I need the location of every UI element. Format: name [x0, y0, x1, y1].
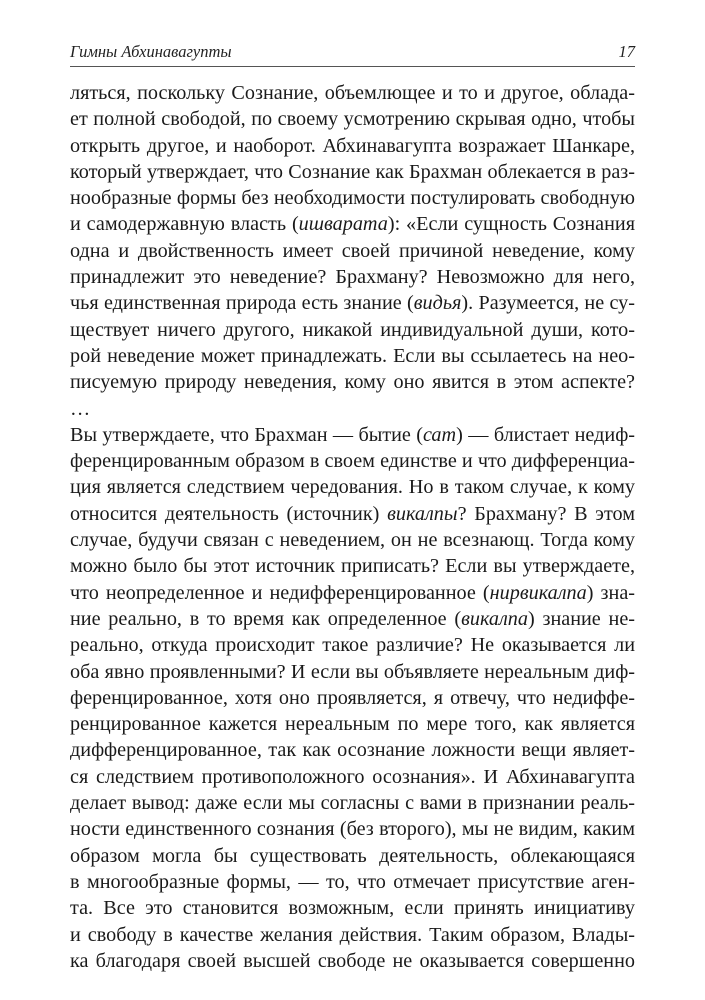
- text-run: дифференцированное, так как осознание ложности вещи являет-: [70, 739, 635, 762]
- header-rule: [70, 66, 635, 67]
- italic-term: викалпы: [387, 502, 458, 525]
- italic-term: викалпа: [461, 607, 528, 630]
- italic-term: ишварата: [298, 213, 388, 236]
- text-line: [70, 580, 635, 606]
- text-run: ? Брахману? В этом: [457, 502, 635, 525]
- running-header: [70, 42, 635, 66]
- text-line: [70, 290, 635, 316]
- text-run: случае, будучи связан с неведением, он не всезнающ. Тогда кому: [70, 529, 635, 552]
- text-line: [70, 816, 635, 842]
- text-run: ) — блистает недиф-: [456, 423, 635, 446]
- text-run: ние реально, в то время как определенное (: [70, 607, 462, 630]
- text-line: [70, 133, 635, 159]
- text-run: относится деятельность (источник): [70, 502, 388, 525]
- text-line: [70, 632, 635, 658]
- text-run: нообразные формы без необходимости постулировать свободную: [70, 187, 635, 210]
- text-line: [70, 448, 635, 474]
- text-line: [70, 527, 635, 553]
- text-line: [70, 606, 635, 632]
- text-run: та. Все это становится возможным, если принять инициативу: [70, 897, 635, 920]
- text-run: ка благодаря своей высшей свободе не оказывается совершенно: [70, 949, 635, 972]
- text-run: что неопределенное и недифференцированное (: [70, 581, 490, 604]
- text-run: принадлежит это неведение? Брахману? Невозможно для него,: [70, 266, 635, 289]
- text-line: [70, 474, 635, 500]
- italic-term: сат: [423, 423, 457, 446]
- text-run: ся следствием противоположного осознания». И Абхинавагупта: [70, 765, 635, 788]
- text-run: ция является следствием чередования. Но в таком случае, к кому: [70, 476, 635, 499]
- italic-term: нирвикалпа: [489, 581, 587, 604]
- text-run: который утверждает, что Сознание как Брахман облекается в раз-: [70, 160, 635, 183]
- text-line: [70, 211, 635, 237]
- text-run: ляться, поскольку Сознание, объемлющее и то и другое, облада-: [70, 82, 635, 104]
- text-line: [70, 264, 635, 290]
- text-run: ). Разумеется, не су-: [461, 292, 636, 315]
- text-run: и свободу в качестве желания действия. Таким образом, Влады-: [70, 923, 635, 946]
- text-run: и самодержавную власть (: [70, 213, 299, 236]
- text-line: [70, 238, 635, 264]
- text-run: ) знание не-: [528, 607, 635, 630]
- text-run: ществует ничего другого, никакой индивидуальной души, кото-: [70, 318, 635, 341]
- text-run: ): «Если сущность Сознания: [387, 213, 635, 236]
- text-line: [70, 869, 635, 895]
- text-line: [70, 369, 635, 422]
- text-run: одна и двойственность имеет своей причиной неведение, кому: [70, 239, 635, 262]
- text-line: [70, 159, 635, 185]
- text-run: Вы утверждаете, что Брахман — бытие (: [70, 423, 423, 446]
- text-run: ет полной свободой, по своему усмотрению скрывая одно, чтобы: [70, 108, 635, 131]
- text-line: [70, 501, 635, 527]
- text-run: реально, откуда происходит такое различие? Не оказывается ли: [70, 634, 635, 657]
- text-line: [70, 948, 635, 974]
- text-run: писуемую природу неведения, кому оно явится в этом аспекте? …: [70, 371, 635, 420]
- text-line: [70, 422, 635, 448]
- text-line: [70, 843, 635, 869]
- text-line: [70, 764, 635, 790]
- text-run: ференцированное, хотя оно проявляется, я отвечу, что недиффе-: [70, 686, 635, 709]
- text-line: [70, 553, 635, 579]
- text-run: можно было бы этот источник приписать? Если вы утверждаете,: [70, 555, 635, 578]
- text-line: [70, 737, 635, 763]
- text-line: [70, 895, 635, 921]
- text-run: ференцированным образом в своем единстве и что дифференциа-: [70, 450, 635, 473]
- text-run: ) зна-: [586, 581, 635, 604]
- text-line: [70, 343, 635, 369]
- text-line: [70, 711, 635, 737]
- text-run: оба явно проявленными? И если вы объявляете нереальным диф-: [70, 660, 635, 683]
- text-run: образом могла бы существовать деятельность, облекающаяся: [70, 844, 635, 867]
- italic-term: видья: [413, 292, 462, 315]
- text-run: ренцированное кажется нереальным по мере того, как является: [70, 713, 635, 736]
- body-paragraph: [70, 80, 635, 974]
- text-line: [70, 790, 635, 816]
- text-line: [70, 922, 635, 948]
- running-title: Гимны Абхинавагупты: [70, 42, 232, 61]
- text-run: ности единственного сознания (без второго), мы не видим, каким: [70, 818, 635, 841]
- text-line: [70, 317, 635, 343]
- text-line: [70, 80, 635, 106]
- text-run: делает вывод: даже если мы согласны с вами в признании реаль-: [70, 792, 635, 815]
- text-run: рой неведение может принадлежать. Если вы ссылаетесь на нео-: [70, 344, 635, 367]
- text-run: открыть другое, и наоборот. Абхинавагупта возражает Шанкаре,: [70, 134, 635, 157]
- text-run: чья единственная природа есть знание (: [70, 292, 414, 315]
- text-line: [70, 685, 635, 711]
- text-line: [70, 185, 635, 211]
- page-number: 17: [618, 42, 635, 61]
- text-run: в многообразные формы, — то, что отмечает присутствие аген-: [70, 870, 635, 893]
- text-line: [70, 106, 635, 132]
- text-line: [70, 659, 635, 685]
